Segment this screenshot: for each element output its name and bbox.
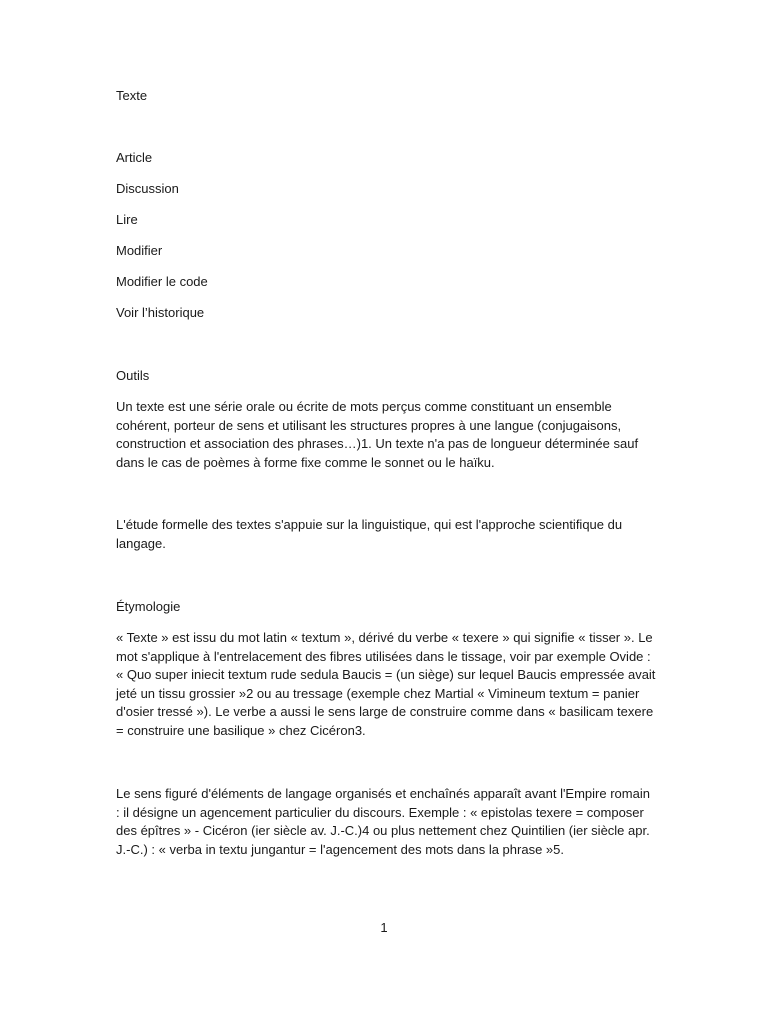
nav-item-discussion[interactable]: Discussion (116, 181, 179, 196)
nav-item-article[interactable]: Article (116, 150, 153, 165)
nav-item-modifier[interactable]: Modifier (116, 243, 163, 258)
etymology-heading: Étymologie (116, 599, 181, 614)
nav-item-modifier-code[interactable]: Modifier le code (116, 274, 208, 289)
paragraph-figurative: Le sens figuré d'éléments de langage organisés et enchaînés apparaît avant l'Empire romain : il désigne un agencement particulier du discours. Exemple : « epistolas texere = composer des épîtres » - Cicéron (ier siècle av. J.-C.)4 ou plus nettement chez Quintilien (ier siècle apr. J.-C.) : « verba in textu jungantur = l'agencement des mots dans la phrase »5. (116, 786, 650, 857)
paragraph-etymology: « Texte » est issu du mot latin « textum », dérivé du verbe « texere » qui signifie « tisser ». Le mot s'applique à l'entrelacement des fibres utilisées dans le tissage, voir par exemple Ovide : « Quo super iniecit textum rude sedula Baucis = (un siège) sur lequel Baucis empressée avait jeté un tissu grossier »2 ou au tressage (exemple chez Martial « Vimineum textum = panier d'osier tressé »). Le verbe a aussi le sens large de construire comme dans « basilicam texere = construire une basilique » chez Cicéron3. (116, 630, 656, 738)
paragraph-linguistics: L'étude formelle des textes s'appuie sur la linguistique, qui est l'approche scientifique du langage. (116, 517, 623, 551)
nav-item-lire[interactable]: Lire (116, 212, 138, 227)
tools-label: Outils (116, 368, 150, 383)
nav-item-historique[interactable]: Voir l’historique (116, 305, 205, 320)
page-number: 1 (380, 920, 388, 935)
paragraph-intro: Un texte est une série orale ou écrite de mots perçus comme constituant un ensemble cohérent, porteur de sens et utilisant les structures propres à une langue (conjugaisons, construction et association des phrases…)1. Un texte n'a pas de longueur déterminée sauf dans le cas de poèmes à forme fixe comme le sonnet ou le haïku. (116, 399, 639, 470)
document-title: Texte (116, 88, 148, 103)
